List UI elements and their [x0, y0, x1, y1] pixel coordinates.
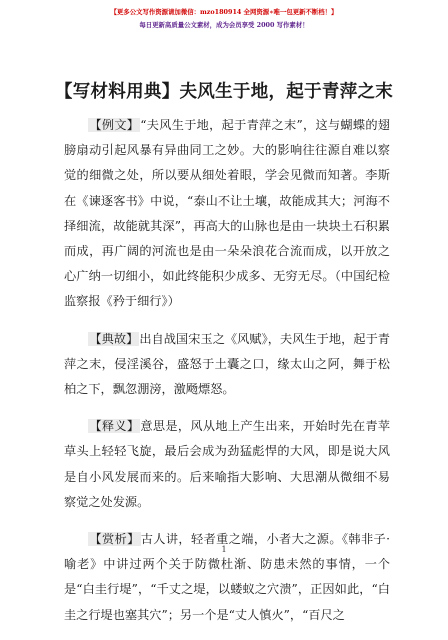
paragraph-meaning [64, 414, 390, 515]
paragraph-text: 出自战国宋玉之《风赋》，夫风生于地，起于青萍之末，侵淫溪谷，盛怒于土囊之口，缘太山之阿，舞于松柏之下，飘忽淜滂，激飏熛怒。 [64, 331, 390, 397]
document-title: 【写材料用典】夫风生于地，起于青萍之末 [54, 82, 394, 102]
paragraph-appreciation [64, 527, 390, 628]
promo-banner [0, 0, 448, 44]
paragraph-text: 意思是，风从地上产生出来，开始时先在青苹草头上轻轻飞旋，最后会成为劲猛彪悍的大风，即是说大风是自小风发展而来的。后来喻指大影响、大思潮从微细不易察觉之处发源。 [64, 419, 391, 509]
section-tag: 【赏析】 [89, 532, 140, 547]
promo-banner-line-1: 【更多公文写作资源请加微信：mzo180914 全网资源∗唯一包更新不断档！】 [110, 8, 338, 16]
section-tag: 【释义】 [89, 419, 140, 434]
section-tag: 【典故】 [89, 331, 139, 346]
promo-banner-line-2: 每日更新高质量公文素材，成为会员享受 2000 写作素材！ [139, 21, 309, 29]
paragraph-allusion [64, 327, 390, 403]
paragraph-example [64, 113, 390, 315]
paragraph-text: 古人讲，轻者重之端，小者大之源。《韩非子·喻老》中讲过两个关于防微杜渐、防患未然的事情，一个是“白圭行堤”，“千丈之堤，以蝼蚁之穴溃”，正因如此，“白圭之行堤也塞其穴”；另一个是“丈人慎火”，“百尺之 [64, 532, 391, 622]
document-body [64, 113, 390, 640]
section-tag: 【例文】 [89, 118, 140, 132]
paragraph-text: “夫风生于地，起于青萍之末”，这与蝴蝶的翅膀扇动引起风暴有异曲同工之妙。大的影响往往源自难以察觉的细微之处，所以要从细处着眼，学会见微而知著。李斯在《谏逐客书》中说，“泰山不让土壤，故能成其大；河海不择细流，故能就其深”，再高大的山脉也是由一块块土石积累而成，再广阔的河流也是由一朵朵浪花合流而成，以开放之心广纳一切细小，如此终能积少成多、无穷无尽。（中国纪检监察报《矜于细行》） [64, 118, 390, 309]
page-number: 1 [221, 545, 227, 554]
